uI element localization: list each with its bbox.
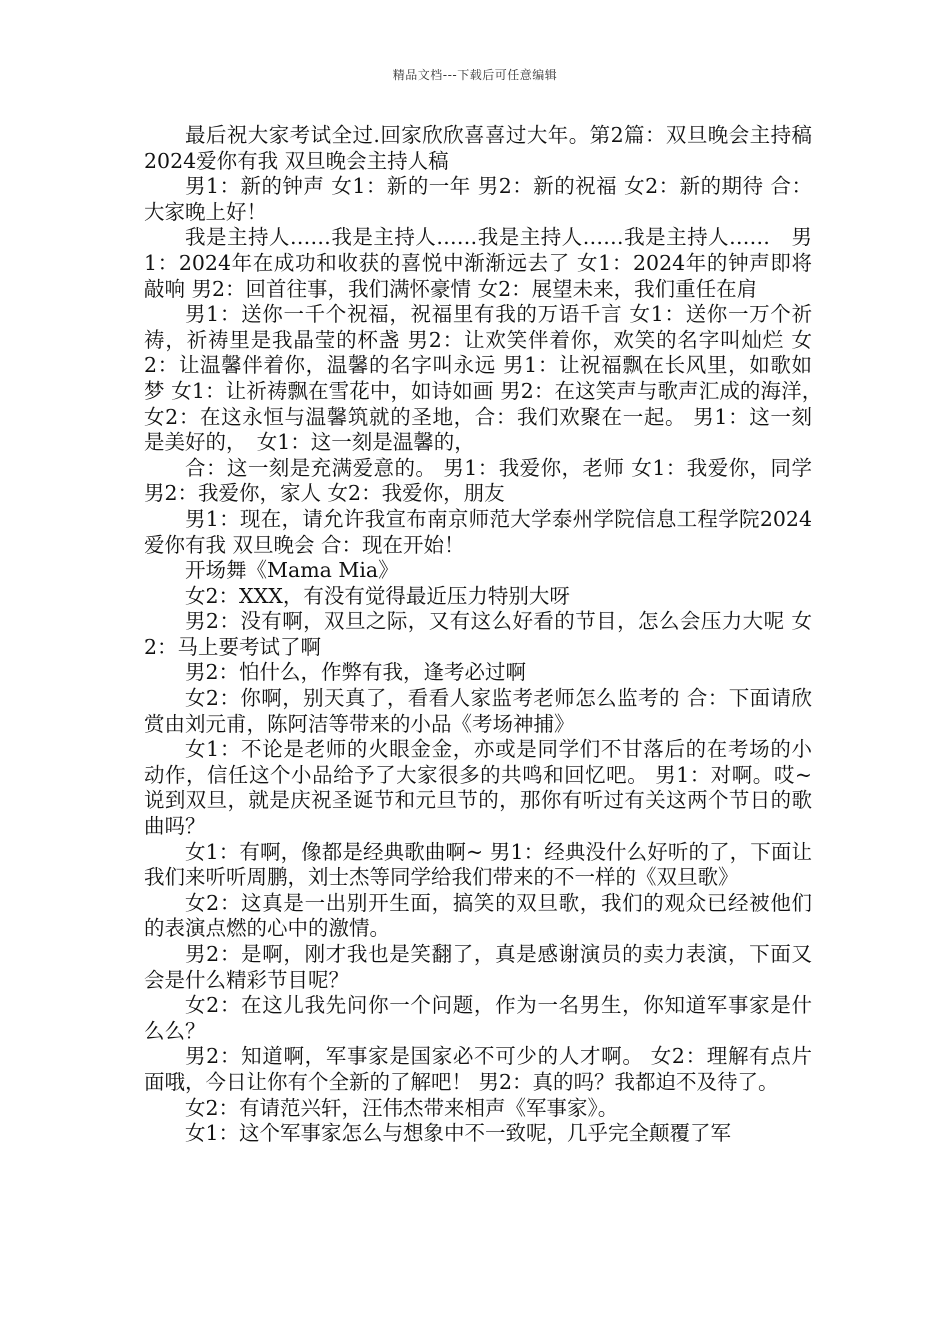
- paragraph: 女2：这真是一出别开生面，搞笑的双旦歌，我们的观众已经被他们的表演点燃的心中的激情。: [144, 890, 812, 941]
- paragraph: 女1：这个军事家怎么与想象中不一致呢，几乎完全颠覆了军: [185, 1121, 732, 1146]
- paragraph: 女2：在这儿我先问你一个问题，作为一名男生，你知道军事家是什么么？: [144, 993, 812, 1043]
- paragraph: 女2：XXX，有没有觉得最近压力特别大呀: [185, 583, 570, 608]
- page-header: 精品文档---下载后可任意编辑: [392, 68, 558, 82]
- paragraph: 我是主持人……我是主持人……我是主持人……我是主持人…… 男1：2024年在成功和收获的喜悦中渐渐远去了 女1：2024年的钟声即将敲响 男2：回首往事，我们满怀豪情 女2：展望未来，我们重任在肩: [144, 225, 812, 301]
- paragraph: 开场舞《Mama Mia》: [185, 558, 399, 583]
- paragraph: 男1：送你一千个祝福，祝福里有我的万语千言 女1：送你一万个祈祷，祈祷里是我晶莹的杯盏 男2：让欢笑伴着你，欢笑的名字叫灿烂 女2：让温馨伴着你，温馨的名字叫永远 男1：让祝福飘在长风里，如歌如梦 女1：让祈祷飘在雪花中，如诗如画 男2：在这笑声与歌声汇成的海洋， 女2：在这永恒与温馨筑就的圣地，合：我们欢聚在一起。 男1：这一刻是美好的， 女1：这一刻是温馨的，: [144, 302, 833, 455]
- paragraph: 女1：不论是老师的火眼金金，亦或是同学们不甘落后的在考场的小动作，信任这个小品给予了大家很多的共鸣和回忆吧。 男1：对啊。哎~说到双旦，就是庆祝圣诞节和元旦节的，那你有听过有关这两个节日的歌曲吗？: [144, 737, 812, 839]
- document-body: [144, 123, 833, 1147]
- paragraph: 男1：现在，请允许我宣布南京师范大学泰州学院信息工程学院2024爱你有我 双旦晚会 合：现在开始！: [144, 506, 812, 557]
- paragraph: 女2：有请范兴轩，汪伟杰带来相声《军事家》。: [185, 1095, 619, 1120]
- paragraph: 男2：没有啊，双旦之际，又有这么好看的节目，怎么会压力大呢 女2：马上要考试了啊: [144, 609, 812, 659]
- paragraph: 男2：怕什么，作弊有我，逢考必过啊: [185, 660, 527, 685]
- paragraph: 女2：你啊，别天真了，看看人家监考老师怎么监考的 合：下面请欣赏由刘元甫，陈阿洁等带来的小品《考场神捕》: [144, 686, 812, 736]
- paragraph: 男2：知道啊，军事家是国家必不可少的人才啊。 女2：理解有点片面哦，今日让你有个全新的了解吧！ 男2：真的吗？我都迫不及待了。: [144, 1044, 812, 1094]
- paragraph: 男1：新的钟声 女1：新的一年 男2：新的祝福 女2：新的期待 合：大家晚上好！: [144, 174, 812, 224]
- paragraph: 最后祝大家考试全过.回家欣欣喜喜过大年。第2篇：双旦晚会主持稿2024爱你有我 双旦晚会主持人稿: [144, 123, 812, 173]
- paragraph: 合：这一刻是充满爱意的。 男1：我爱你，老师 女1：我爱你，同学 男2：我爱你，家人 女2：我爱你，朋友: [144, 455, 812, 506]
- paragraph: 女1：有啊，像都是经典歌曲啊~ 男1：经典没什么好听的了，下面让我们来听听周鹏，刘士杰等同学给我们带来的不一样的《双旦歌》: [144, 839, 812, 890]
- paragraph: 男2：是啊，刚才我也是笑翻了，真是感谢演员的卖力表演，下面又会是什么精彩节目呢？: [144, 942, 812, 992]
